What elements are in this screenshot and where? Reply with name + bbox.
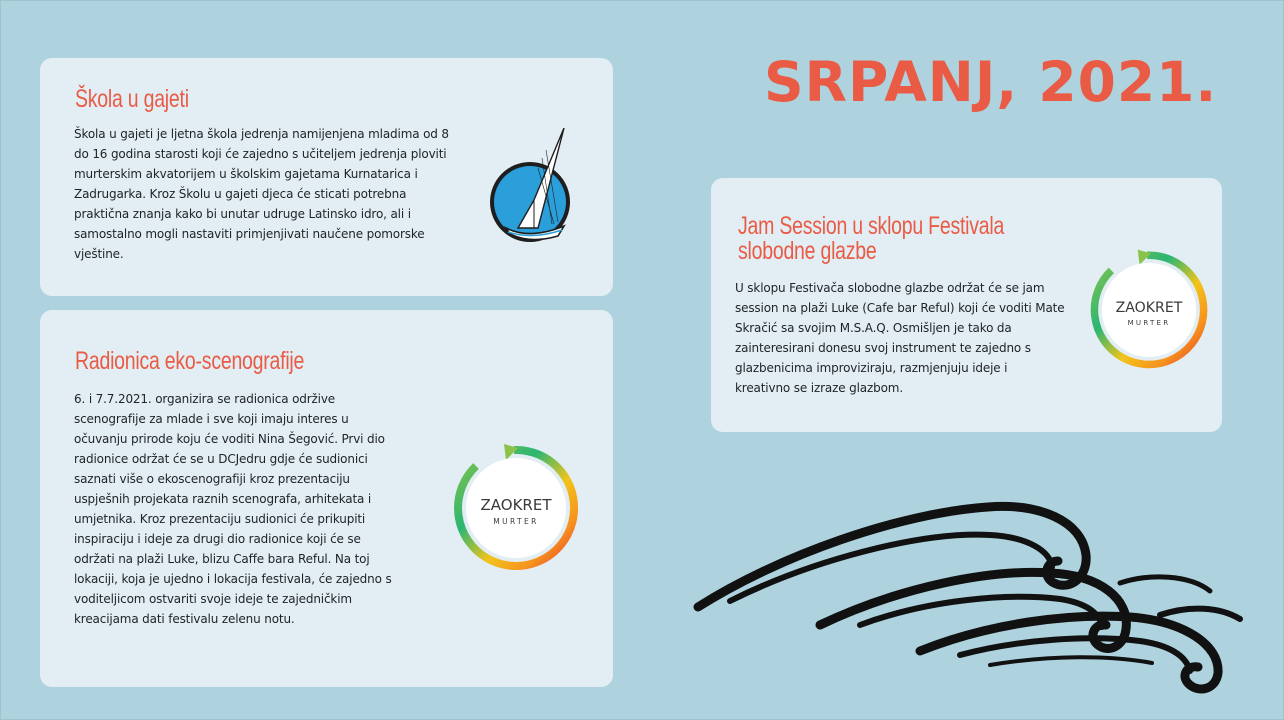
card-radionica-eko-scenografije	[40, 310, 613, 687]
logo-text-zaokret: ZAOKRET	[1115, 299, 1183, 316]
logo-text-murter: MURTER	[1127, 317, 1171, 327]
logo-text-zaokret: ZAOKRET	[480, 496, 552, 514]
card-title-line1: Jam Session u sklopu Festivala	[738, 212, 1005, 240]
card-body: Škola u gajeti je ljetna škola jedrenja namijenjena mladima od 8 do 16 godina starosti koji će zajedno s učiteljem jedrenja ploviti murterskim akvatorijem u školskim gajetama Kurnatarica i Zadrugarka. Kroz Školu u gajeti djeca će sticati potrebna praktična znanja kako bi unutar udruge Latinsko idro, ali i samostalno mogli nastaviti primjenjivati naučene pomorske vještine.	[74, 127, 449, 261]
card-body: 6. i 7.7.2021. organizira se radionica održive scenografije za mlade i sve koji imaju interes u očuvanju prirode koju će voditi Nina Šegović. Prvi dio radionice održat će se u DCJedru gdje će sudionici saznati više o ekoscenografiji kroz prezentaciju uspješnih projekata raznih scenografa, arhitekata i umjetnika. Kroz prezentaciju sudionici će prikupiti inspiraciju i ideje za drugi dio radionice koji će se održati na plaži Luke, blizu Caffe bara Reful. Na toj lokaciji, koja je ujedno i lokacija festivala, će zajedno s voditeljicom ostvariti svoje ideje te zajedničkim kreacijama dati festivalu zelenu notu.	[74, 392, 392, 626]
zaokret-logo	[448, 438, 584, 574]
card-title-line2: slobodne glazbe	[738, 237, 877, 265]
card-body: U sklopu Festivača slobodne glazbe održat će se jam session na plaži Luke (Cafe bar Reful) koji će voditi Mate Skračić sa svojim M.S.A.Q. Osmišljen je tako da zainteresirani donesu svoj instrument te zajedno s glazbenicima improviziraju, razmjenjuju ideje i kreativno se izraze glazbom.	[735, 281, 1065, 395]
waves-illustration	[690, 495, 1250, 699]
card-jam-session	[711, 178, 1222, 432]
card-title: Radionica eko-scenografije	[75, 347, 305, 375]
page-title: SRPANJ, 2021.	[764, 50, 1218, 114]
card-skola-u-gajeti	[40, 58, 613, 296]
sailboat-icon	[488, 128, 572, 244]
zaokret-logo	[1085, 244, 1213, 372]
logo-text-murter: MURTER	[493, 517, 539, 526]
card-title: Škola u gajeti	[75, 85, 189, 113]
